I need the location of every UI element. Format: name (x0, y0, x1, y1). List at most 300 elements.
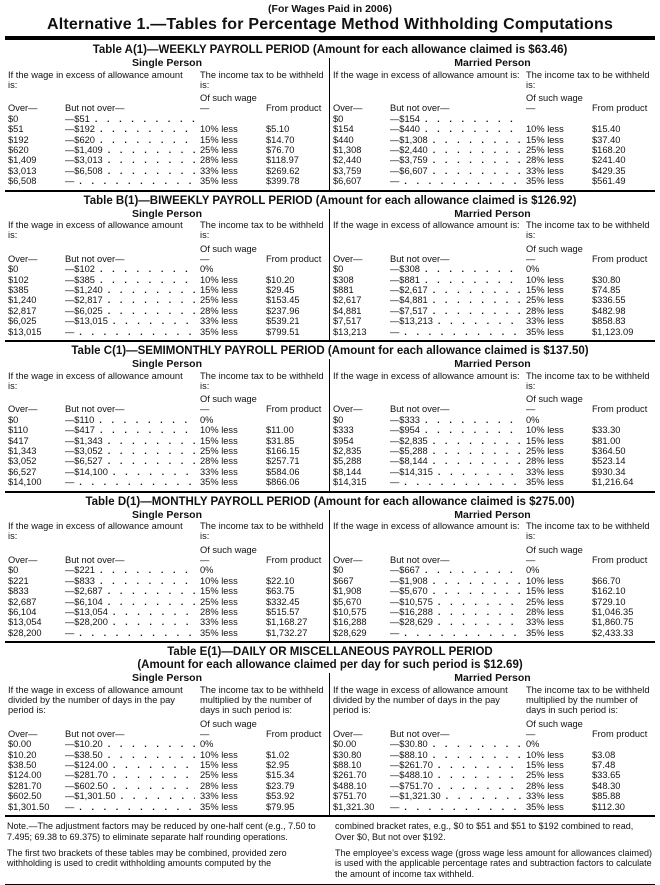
bracket-row (333, 781, 652, 791)
but-not-over-cell (390, 770, 526, 780)
dot-leader (433, 617, 521, 627)
rate-value: 0% (200, 739, 214, 750)
rate-value: 35% less (200, 477, 238, 488)
but-not-over-cell (65, 576, 200, 586)
over-value: $0 (8, 414, 19, 425)
but-not-over-value: —$954 (390, 425, 420, 436)
over-column-header: Over— (8, 404, 38, 415)
but-not-over-value: —$602.50 (65, 780, 108, 791)
product-value: $866.06 (266, 477, 300, 488)
product-value: $3.08 (592, 749, 616, 760)
but-not-over-cell (65, 791, 200, 801)
bracket-row (8, 791, 326, 801)
but-not-over-value: —$1,409 (65, 144, 103, 155)
rate-value: 10% less (526, 124, 564, 135)
but-not-over-cell (65, 155, 200, 165)
of-such-wage-column-header: Of such wage— (200, 243, 257, 264)
table-body (5, 359, 655, 493)
but-not-over-value: —$5,670 (390, 586, 428, 597)
product-value: $399.78 (266, 176, 300, 187)
of-such-wage-column-header: Of such wage— (200, 93, 257, 114)
product-value (592, 415, 652, 425)
column-headers (333, 371, 652, 415)
product-value: $1,046.35 (592, 606, 634, 617)
column-headers (8, 70, 326, 114)
over-value: $221 (8, 575, 29, 586)
over-value: $6,104 (8, 606, 37, 617)
of-such-wage-column-header: Of such wage— (526, 544, 583, 565)
dot-leader (103, 306, 195, 316)
over-column-header: Over— (8, 103, 38, 114)
rate-value: 10% less (526, 575, 564, 586)
bracket-row (8, 628, 326, 638)
dot-leader (420, 425, 521, 435)
rate-value: 33% less (526, 316, 564, 327)
dot-leader (428, 586, 521, 596)
dot-leader (428, 436, 521, 446)
over-value: $1,343 (8, 445, 37, 456)
table-title: Table B(1)—BIWEEKLY PAYROLL PERIOD (Amount for each allowance claimed is $126.92) (83, 194, 577, 207)
rate-value: 28% less (200, 456, 238, 467)
but-not-over-value: —$8,144 (390, 456, 428, 467)
but-not-over-cell (65, 597, 200, 607)
bracket-row (8, 327, 326, 337)
product-value: $584.06 (266, 466, 300, 477)
but-not-over-cell (65, 628, 200, 638)
over-value: $6,508 (8, 176, 37, 187)
table-title: Table A(1)—WEEKLY PAYROLL PERIOD (Amount for each allowance claimed is $63.46) (92, 44, 568, 56)
footnote-column-left (7, 821, 325, 880)
footnote-adjustment-note: Note.—The adjustment factors may be reduced by one-half cent (e.g., 7.50 to 7.495; 69.38 to 69.375) to eliminate separate half rounding operations. (7, 820, 316, 842)
dot-leader (103, 436, 195, 446)
bracket-row (8, 316, 326, 326)
product-value: $5.10 (266, 124, 290, 135)
wage-condition-label: If the wage in excess of allowance amount is: (333, 521, 520, 532)
married-person-panel (330, 510, 655, 642)
over-value: $6,025 (8, 316, 37, 327)
rate-value: 35% less (526, 627, 564, 638)
but-not-over-value: —$192 (65, 124, 95, 135)
product-value: $63.75 (266, 586, 295, 597)
dot-leader (95, 264, 195, 274)
but-not-over-cell (390, 306, 526, 316)
but-not-over-cell (390, 607, 526, 617)
over-value: $281.70 (8, 780, 42, 791)
but-not-over-cell (390, 477, 526, 487)
over-column-header: Over— (333, 103, 363, 114)
footnote-excess-wage: The employee’s excess wage (gross wage less amount for allowances claimed) is used with the applicable percentage rates and subtraction factors to calculate the amount of income tax withheld. (335, 847, 652, 880)
rate-value: 33% less (526, 617, 564, 628)
over-value: $0 (8, 565, 19, 576)
from-product-column-header: From product (266, 728, 322, 739)
over-value: $0 (333, 113, 344, 124)
but-not-over-column-header: But not over— (390, 728, 450, 739)
tax-withheld-label: The income tax to be withheld multiplied by the number of days in such period is: (200, 684, 324, 716)
married-person-panel (330, 209, 655, 341)
wage-condition-label: If the wage in excess of allowance amount is: (333, 220, 520, 231)
rate-value: 0% (526, 414, 540, 425)
over-value: $4,881 (333, 305, 362, 316)
over-column-header: Over— (8, 728, 38, 739)
tax-withheld-label: The income tax to be withheld is: (526, 69, 650, 90)
bracket-row (8, 264, 326, 274)
product-value: $1,216.64 (592, 477, 634, 488)
single-person-panel (5, 673, 330, 815)
rate-value: 28% less (526, 780, 564, 791)
but-not-over-cell (65, 446, 200, 456)
over-value: $2,817 (8, 305, 37, 316)
bracket-row (8, 176, 326, 186)
tax-withheld-label: The income tax to be withheld is: (526, 521, 650, 542)
but-not-over-value: —$221 (65, 565, 95, 576)
but-not-over-cell (65, 135, 200, 145)
dot-leader (108, 760, 195, 770)
rate-value: 33% less (200, 617, 238, 628)
but-not-over-cell (390, 628, 526, 638)
but-not-over-value: —$102 (65, 264, 95, 275)
bracket-row (333, 607, 652, 617)
rate-value: 15% less (526, 759, 564, 770)
but-not-over-value: — (65, 801, 75, 812)
but-not-over-value: —$620 (65, 134, 95, 145)
tax-withheld-label: The income tax to be withheld is: (526, 220, 650, 241)
but-not-over-cell (390, 135, 526, 145)
but-not-over-column-header: But not over— (390, 554, 450, 565)
over-column-header: Over— (333, 554, 363, 565)
bracket-row (8, 750, 326, 760)
over-value: $751.70 (333, 791, 367, 802)
but-not-over-cell (65, 739, 200, 749)
over-value: $10.20 (8, 749, 37, 760)
over-value: $124.00 (8, 770, 42, 781)
over-value: $7,517 (333, 316, 362, 327)
but-not-over-column-header: But not over— (390, 253, 450, 264)
over-value: $1,409 (8, 155, 37, 166)
rate-value: 15% less (526, 134, 564, 145)
from-product-column-header: From product (592, 728, 648, 739)
product-value: $2.95 (266, 759, 290, 770)
over-value: $0 (333, 264, 344, 275)
over-value: $833 (8, 586, 29, 597)
dot-leader (428, 295, 521, 305)
bracket-row (333, 295, 652, 305)
payroll-table-C (5, 342, 655, 493)
but-not-over-value: —$1,301.50 (65, 791, 116, 802)
dot-leader (399, 628, 521, 638)
product-value (266, 114, 326, 124)
wage-condition-label: If the wage in excess of allowance amount is: (8, 220, 183, 241)
but-not-over-cell (65, 770, 200, 780)
dot-leader (433, 770, 521, 780)
but-not-over-cell (65, 264, 200, 274)
over-value: $261.70 (333, 770, 367, 781)
rate-value: 15% less (200, 759, 238, 770)
dot-leader (428, 135, 521, 145)
rate-value (200, 114, 266, 124)
but-not-over-value: —$6,508 (65, 165, 103, 176)
table-body (5, 58, 655, 192)
product-value (266, 415, 326, 425)
rate-value: 35% less (526, 176, 564, 187)
dot-leader (95, 425, 195, 435)
dot-leader (420, 114, 521, 124)
payroll-table-D (5, 493, 655, 644)
wage-condition-label: If the wage in excess of allowance amount is: (8, 370, 183, 391)
dot-leader (103, 586, 195, 596)
but-not-over-value: —$440 (390, 124, 420, 135)
but-not-over-value: —$10.20 (65, 739, 103, 750)
rate-value: 15% less (526, 285, 564, 296)
but-not-over-cell (390, 791, 526, 801)
product-value: $11.00 (266, 425, 294, 436)
bracket-row (333, 114, 652, 124)
but-not-over-cell (390, 176, 526, 186)
product-value: $1,123.09 (592, 326, 634, 337)
over-value: $51 (8, 124, 24, 135)
but-not-over-cell (390, 415, 526, 425)
but-not-over-cell (390, 760, 526, 770)
rate-value: 15% less (200, 285, 238, 296)
but-not-over-value: —$124.00 (65, 759, 108, 770)
product-value: $48.30 (592, 780, 621, 791)
but-not-over-value: — (390, 801, 400, 812)
over-value: $28,629 (333, 627, 367, 638)
bracket-row (333, 306, 652, 316)
but-not-over-value: —$6,025 (65, 305, 103, 316)
but-not-over-cell (390, 327, 526, 337)
footnote-column-right (335, 821, 653, 880)
product-value (592, 264, 652, 274)
dot-leader (103, 155, 195, 165)
but-not-over-cell (65, 467, 200, 477)
dot-leader (420, 275, 521, 285)
single-person-heading: Single Person (131, 207, 203, 220)
product-value: $74.85 (592, 285, 621, 296)
but-not-over-cell (390, 446, 526, 456)
dot-leader (433, 316, 521, 326)
over-value: $0.00 (333, 739, 357, 750)
bracket-row (333, 176, 652, 186)
wage-condition-label: If the wage in excess of allowance amount is: (8, 69, 183, 90)
rate-value: 0% (200, 565, 214, 576)
from-product-column-header: From product (266, 103, 322, 114)
but-not-over-value: —$16,288 (390, 606, 433, 617)
tax-withheld-label: The income tax to be withheld is: (200, 521, 324, 542)
but-not-over-value: —$1,240 (65, 285, 103, 296)
product-value: $168.20 (592, 144, 626, 155)
bracket-row (333, 586, 652, 596)
rate-value: 10% less (200, 124, 238, 135)
rate-value: 33% less (200, 316, 238, 327)
married-person-heading: Married Person (454, 57, 531, 69)
product-value: $79.95 (266, 801, 295, 812)
bracket-row (8, 114, 326, 124)
dot-leader (428, 456, 521, 466)
but-not-over-cell (65, 802, 200, 812)
over-value: $0 (333, 565, 344, 576)
but-not-over-cell (65, 607, 200, 617)
but-not-over-cell (65, 327, 200, 337)
over-value: $0 (333, 414, 344, 425)
dot-leader (433, 467, 521, 477)
over-value: $6,607 (333, 176, 362, 187)
rate-value: 0% (526, 739, 540, 750)
but-not-over-value: —$14,100 (65, 466, 108, 477)
bracket-row (8, 467, 326, 477)
product-value: $153.45 (266, 295, 300, 306)
product-value (592, 739, 652, 749)
dot-leader (94, 415, 195, 425)
rate-value: 28% less (200, 155, 238, 166)
bracket-row (333, 791, 652, 801)
over-value: $5,670 (333, 596, 362, 607)
wage-condition-label: If the wage in excess of allowance amount is: (8, 521, 183, 542)
single-person-panel (5, 58, 330, 190)
bracket-row (333, 124, 652, 134)
but-not-over-value: —$3,759 (390, 155, 428, 166)
over-value: $3,759 (333, 165, 362, 176)
from-product-column-header: From product (592, 103, 648, 114)
rate-value: 25% less (526, 770, 564, 781)
over-value: $154 (333, 124, 354, 135)
but-not-over-cell (390, 565, 526, 575)
dot-leader (108, 770, 195, 780)
rate-value: 15% less (200, 586, 238, 597)
over-value: $3,052 (8, 456, 37, 467)
rate-value: 33% less (200, 791, 238, 802)
but-not-over-cell (65, 586, 200, 596)
rate-value: 35% less (526, 326, 564, 337)
bracket-row (333, 145, 652, 155)
product-value: $14.70 (266, 134, 295, 145)
over-value: $5,288 (333, 456, 362, 467)
but-not-over-value: —$51 (65, 113, 90, 124)
but-not-over-cell (65, 176, 200, 186)
from-product-column-header: From product (592, 404, 648, 415)
bracket-row (333, 425, 652, 435)
bracket-row (8, 124, 326, 134)
footnote-bracket-combine: The first two brackets of these tables may be combined, provided zero withholding is used to credit withholding amounts computed by the (7, 847, 287, 869)
dot-leader (108, 467, 195, 477)
but-not-over-column-header: But not over— (65, 103, 125, 114)
over-value: $10,575 (333, 606, 367, 617)
but-not-over-cell (390, 114, 526, 124)
but-not-over-cell (65, 781, 200, 791)
bracket-row (8, 415, 326, 425)
rate-value: 15% less (526, 586, 564, 597)
bracket-row (8, 446, 326, 456)
but-not-over-value: —$30.80 (390, 739, 428, 750)
but-not-over-cell (65, 275, 200, 285)
from-product-column-header: From product (266, 253, 322, 264)
bracket-row (333, 285, 652, 295)
single-person-heading: Single Person (131, 57, 203, 69)
over-value: $102 (8, 274, 29, 285)
product-value: $257.71 (266, 456, 300, 467)
bracket-row (333, 802, 652, 812)
but-not-over-cell (65, 477, 200, 487)
dot-leader (428, 166, 521, 176)
rate-value: 15% less (200, 134, 238, 145)
product-value: $1,168.27 (266, 617, 308, 628)
dot-leader (428, 155, 521, 165)
of-such-wage-column-header: Of such wage— (526, 394, 583, 415)
but-not-over-cell (390, 124, 526, 134)
rate-value: 25% less (526, 295, 564, 306)
dot-leader (433, 781, 521, 791)
but-not-over-cell (65, 750, 200, 760)
but-not-over-cell (390, 316, 526, 326)
dot-leader (428, 576, 521, 586)
bracket-row (333, 760, 652, 770)
but-not-over-value: —$3,052 (65, 445, 103, 456)
product-value: $29.45 (266, 285, 295, 296)
column-headers (333, 685, 652, 739)
but-not-over-cell (390, 264, 526, 274)
bracket-row (333, 264, 652, 274)
dot-leader (74, 802, 195, 812)
but-not-over-value: — (390, 627, 400, 638)
over-value: $1,321.30 (333, 801, 375, 812)
dot-leader (103, 295, 195, 305)
married-person-heading: Married Person (454, 672, 531, 685)
but-not-over-cell (65, 436, 200, 446)
but-not-over-value: —$881 (390, 274, 420, 285)
dot-leader (95, 275, 195, 285)
but-not-over-value: —$88.10 (390, 749, 428, 760)
but-not-over-cell (65, 415, 200, 425)
of-such-wage-column-header: Of such wage— (526, 243, 583, 264)
payroll-table-B (5, 192, 655, 343)
but-not-over-value: —$1,908 (390, 575, 428, 586)
rate-value: 35% less (200, 326, 238, 337)
but-not-over-value: —$2,617 (390, 285, 428, 296)
payroll-table-A (5, 41, 655, 192)
over-value: $192 (8, 134, 29, 145)
bracket-row (8, 586, 326, 596)
but-not-over-column-header: But not over— (65, 404, 125, 415)
but-not-over-value: —$13,213 (390, 316, 433, 327)
product-value: $81.00 (592, 435, 621, 446)
but-not-over-value: —$14,315 (390, 466, 433, 477)
page-title: Alternative 1.—Tables for Percentage Method Withholding Computations (5, 15, 655, 40)
product-value: $237.96 (266, 305, 300, 316)
bracket-row (8, 166, 326, 176)
bracket-row (333, 750, 652, 760)
rate-value (526, 114, 592, 124)
from-product-column-header: From product (266, 554, 322, 565)
withholding-tables-container (5, 41, 655, 817)
bracket-row (333, 456, 652, 466)
but-not-over-value: —$10,575 (390, 596, 433, 607)
but-not-over-column-header: But not over— (390, 103, 450, 114)
but-not-over-cell (65, 316, 200, 326)
product-value: $1,732.27 (266, 627, 308, 638)
product-value: $15.34 (266, 770, 295, 781)
dot-leader (428, 306, 521, 316)
bracket-row (333, 166, 652, 176)
from-product-column-header: From product (592, 554, 648, 565)
but-not-over-cell (390, 436, 526, 446)
but-not-over-value: —$6,527 (65, 456, 103, 467)
product-value: $10.20 (266, 274, 295, 285)
over-column-header: Over— (333, 253, 363, 264)
but-not-over-cell (390, 597, 526, 607)
rate-value: 28% less (526, 606, 564, 617)
dot-leader (108, 607, 195, 617)
but-not-over-cell (390, 155, 526, 165)
dot-leader (95, 124, 195, 134)
